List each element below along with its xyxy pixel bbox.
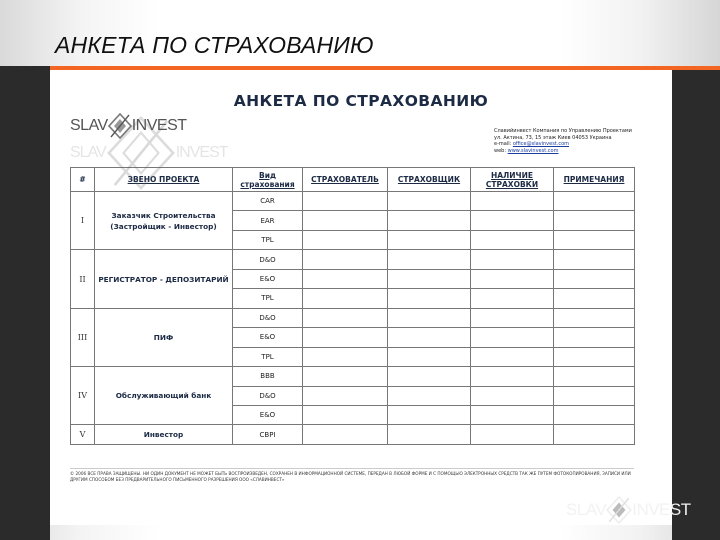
insurant-cell[interactable] [303,347,388,366]
availability-cell[interactable] [471,367,554,386]
notes-cell[interactable] [554,367,635,386]
table-header-row [71,168,635,192]
footer-logo-text-left: SLAV [566,500,607,519]
risk-type-cell: CBPI [233,425,303,445]
row-number: III [71,308,95,366]
insurance-table [70,167,635,445]
insurant-cell[interactable] [303,230,388,249]
insurant-cell[interactable] [303,308,388,327]
email-label: e-mail: [494,141,512,148]
copyright-notice: © 2006 ВСЕ ПРАВА ЗАЩИЩЕНЫ. НИ ОДИН ДОКУМЕНТ НЕ МОЖЕТ БЫТЬ ВОСПРОИЗВЕДЕН, СОХРАНЕН В ИНФОРМАЦИОННОЙ СИСТЕМЕ, ПЕРЕДАН В ЛЮБОЙ ФОРМЕ И С ПОМОЩЬЮ ЭЛЕКТРОННЫХ СРЕДСТВ ТАК ЖЕ ПУТЕМ ФОТОКОПИРОВАНИЯ, ЗАПИСИ ИЛИ ДРУГИМ СПОСОБОМ БЕЗ ПРЕДВАРИТЕЛЬНОГО ПИСЬМЕННОГО РАЗРЕШЕНИЯ ООО «СЛАВИНВЕСТ» [70,468,634,490]
availability-cell[interactable] [471,192,554,211]
table-row [71,367,635,386]
insurer-cell[interactable] [388,308,471,327]
risk-type-cell: CAR [233,192,303,211]
notes-cell[interactable] [554,230,635,249]
right-dark-panel [672,70,720,540]
row-number: V [71,425,95,445]
insurant-cell[interactable] [303,250,388,269]
notes-cell[interactable] [554,250,635,269]
notes-cell[interactable] [554,405,635,424]
address-line-street: ул. Актина, 73, 15 этаж Киев 04053 Украина [494,134,612,141]
document-title: АНКЕТА ПО СТРАХОВАНИЮ [233,92,489,110]
insurance-questionnaire-document [50,70,672,525]
watermark-text-left: SLAV [70,144,106,161]
insurer-cell[interactable] [388,250,471,269]
watermark-text-right: INVEST [175,144,228,161]
risk-type-cell: TPL [233,230,303,249]
risk-type-cell: D&O [233,308,303,327]
table-row [71,308,635,327]
insurer-cell[interactable] [388,347,471,366]
notes-cell[interactable] [554,386,635,405]
availability-cell[interactable] [471,289,554,308]
project-stage-cell: ПИФ [95,308,233,366]
availability-cell[interactable] [471,230,554,249]
insurer-cell[interactable] [388,328,471,347]
insurer-cell[interactable] [388,211,471,230]
insurer-cell[interactable] [388,230,471,249]
risk-type-cell: E&O [233,328,303,347]
row-number: I [71,192,95,250]
availability-cell[interactable] [471,308,554,327]
logo-text-left: SLAV [70,117,108,134]
address-line-web [494,148,664,155]
notes-cell[interactable] [554,269,635,288]
table-row [71,250,635,269]
company-address [494,128,664,154]
availability-cell[interactable] [471,405,554,424]
slide-title: АНКЕТА ПО СТРАХОВАНИЮ [55,32,374,58]
notes-cell[interactable] [554,308,635,327]
footer-logo [566,496,691,524]
left-dark-panel [0,70,50,540]
insurer-cell[interactable] [388,386,471,405]
footer-diamond-logo-icon [606,496,632,524]
notes-cell[interactable] [554,211,635,230]
risk-type-cell: E&O [233,405,303,424]
availability-cell[interactable] [471,425,554,445]
insurer-cell[interactable] [388,405,471,424]
project-stage-cell: Инвестор [95,425,233,445]
address-line-email [494,141,664,148]
email-link[interactable]: office@slavinvest.com [512,141,570,148]
header-insurance-availability: НАЛИЧИЕ СТРАХОВКИ [471,168,554,192]
insurant-cell[interactable] [303,367,388,386]
project-stage-cell: Заказчик Строительства (Застройщик - Инвестор) [95,192,233,250]
footer-logo-text-right: INVEST [632,500,691,519]
header-project-stage: ЗВЕНО ПРОЕКТА [95,168,233,192]
header-insurer: СТРАХОВЩИК [388,168,471,192]
availability-cell[interactable] [471,328,554,347]
notes-cell[interactable] [554,347,635,366]
web-link[interactable]: www.slavinvest.com [507,147,559,154]
web-label: web: [494,147,507,154]
project-stage-cell: РЕГИСТРАТОР - ДЕПОЗИТАРИЙ [95,250,233,308]
insurant-cell[interactable] [303,386,388,405]
insurant-cell[interactable] [303,425,388,445]
row-number: II [71,250,95,308]
header-insurance-type: Вид страхования [233,168,303,192]
table-row [71,425,635,445]
availability-cell[interactable] [471,386,554,405]
header-number: # [71,168,95,192]
header-notes: ПРИМЕЧАНИЯ [554,168,635,192]
insurant-cell[interactable] [303,405,388,424]
risk-type-cell: E&O [233,269,303,288]
risk-type-cell: TPL [233,347,303,366]
insurer-cell[interactable] [388,425,471,445]
insurant-cell[interactable] [303,192,388,211]
risk-type-cell: EAR [233,211,303,230]
risk-type-cell: BBB [233,367,303,386]
insurant-cell[interactable] [303,269,388,288]
row-number: IV [71,367,95,425]
insurer-cell[interactable] [388,289,471,308]
document-logo [70,113,187,139]
insurer-cell[interactable] [388,367,471,386]
insurant-cell[interactable] [303,211,388,230]
insurant-cell[interactable] [303,328,388,347]
notes-cell[interactable] [554,192,635,211]
address-line-company: Славийинвест Компания по Управлению Проектами [494,128,632,134]
risk-type-cell: D&O [233,386,303,405]
diamond-logo-icon [108,113,132,139]
project-stage-cell: Обслуживающий банк [95,367,233,425]
availability-cell[interactable] [471,211,554,230]
risk-type-cell: TPL [233,289,303,308]
availability-cell[interactable] [471,269,554,288]
header-insurant: СТРАХОВАТЕЛЬ [303,168,388,192]
insurant-cell[interactable] [303,289,388,308]
logo-text-right: INVEST [131,117,187,134]
risk-type-cell: D&O [233,250,303,269]
table-row [71,192,635,211]
notes-cell[interactable] [554,289,635,308]
notes-cell[interactable] [554,425,635,445]
insurer-cell[interactable] [388,269,471,288]
notes-cell[interactable] [554,328,635,347]
insurer-cell[interactable] [388,192,471,211]
availability-cell[interactable] [471,347,554,366]
availability-cell[interactable] [471,250,554,269]
